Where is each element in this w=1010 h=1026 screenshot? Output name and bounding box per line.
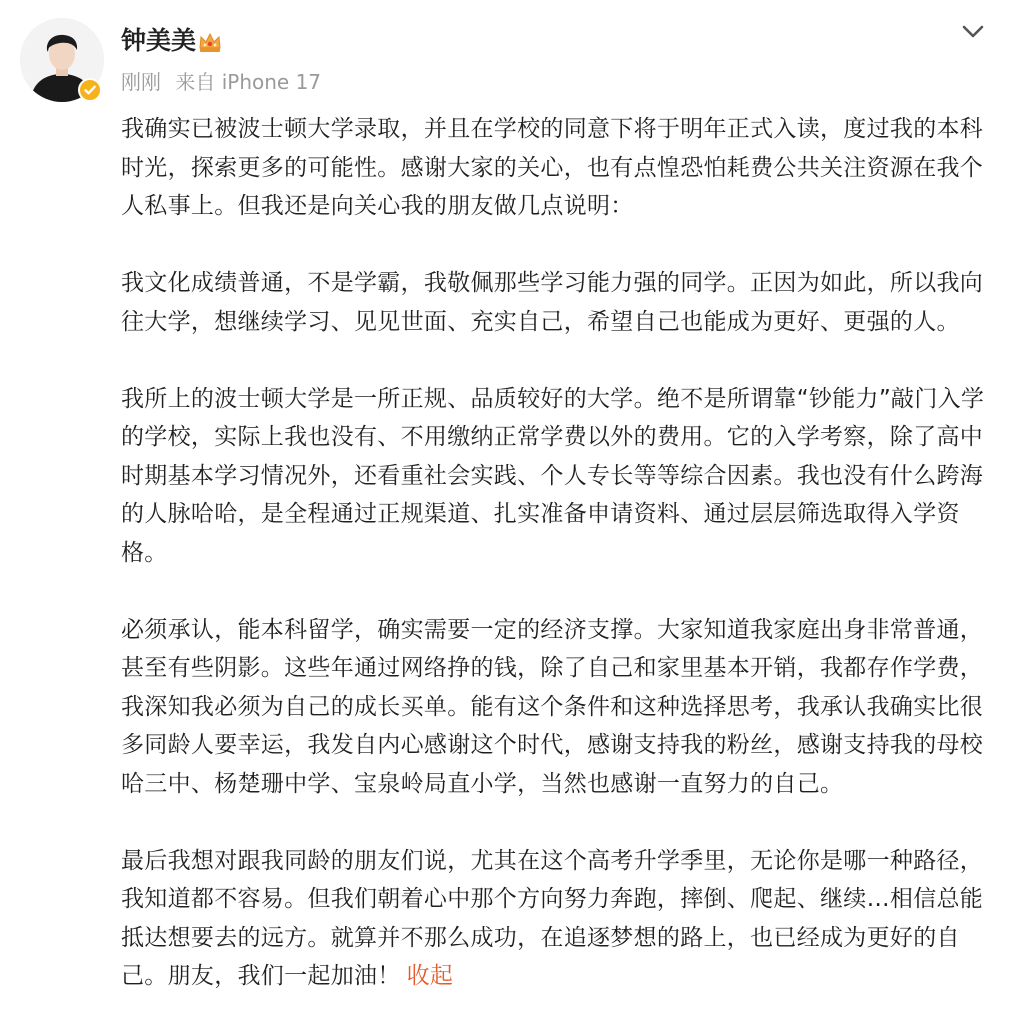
post-paragraph: 我确实已被波士顿大学录取，并且在学校的同意下将于明年正式入读，度过我的本科时光，探索更多的可能性。感谢大家的关心，也有点惶恐怕耗费公共关注资源在我个人私事上。但我还是向关心我的朋友做几点说明： <box>121 116 984 219</box>
post-paragraph-text: 最后我想对跟我同龄的朋友们说，尤其在这个高考升学季里，无论你是哪一种路径，我知道都不容易。但我们朝着心中那个方向努力奔跑，摔倒、爬起、继续…相信总能抵达想要去的远方。就算并不那么成功，在追逐梦想的路上，也已经成为更好的自己。朋友，我们一起加油！ <box>121 847 984 989</box>
post-paragraph: 我文化成绩普通，不是学霸，我敬佩那些学习能力强的同学。正因为如此，所以我向往大学，想继续学习、见见世面、充实自己，希望自己也能成为更好、更强的人。 <box>121 270 984 335</box>
post-paragraph-last <box>121 842 989 996</box>
post-body <box>121 110 989 996</box>
verified-badge-icon <box>78 78 102 102</box>
post-source: 来自 iPhone 17 <box>175 70 322 94</box>
crown-icon <box>196 28 224 56</box>
post-time: 刚刚 <box>121 70 161 94</box>
collapse-link[interactable]: 收起 <box>406 963 454 989</box>
username[interactable]: 钟美美 <box>121 26 197 55</box>
post-header <box>0 0 1010 110</box>
post-meta <box>121 68 321 96</box>
post-paragraph: 我所上的波士顿大学是一所正规、品质较好的大学。绝不是所谓靠“钞能力”敲门入学的学校，实际上我也没有、不用缴纳正常学费以外的费用。它的入学考察，除了高中时期基本学习情况外，还看重社会实践、个人专长等等综合因素。我也没有什么跨海的人脉哈哈，是全程通过正规渠道、扎实准备申请资料、通过层层筛选取得入学资格。 <box>121 385 985 566</box>
chevron-down-icon[interactable] <box>958 18 988 46</box>
post-paragraph: 必须承认，能本科留学，确实需要一定的经济支撑。大家知道我家庭出身非常普通，甚至有些阴影。这些年通过网络挣的钱，除了自己和家里基本开销，我都存作学费，我深知我必须为自己的成长买单。能有这个条件和这种选择思考，我承认我确实比很多同龄人要幸运，我发自内心感谢这个时代，感谢支持我的粉丝，感谢支持我的母校哈三中、杨楚珊中学、宝泉岭局直小学，当然也感谢一直努力的自己。 <box>121 616 984 797</box>
